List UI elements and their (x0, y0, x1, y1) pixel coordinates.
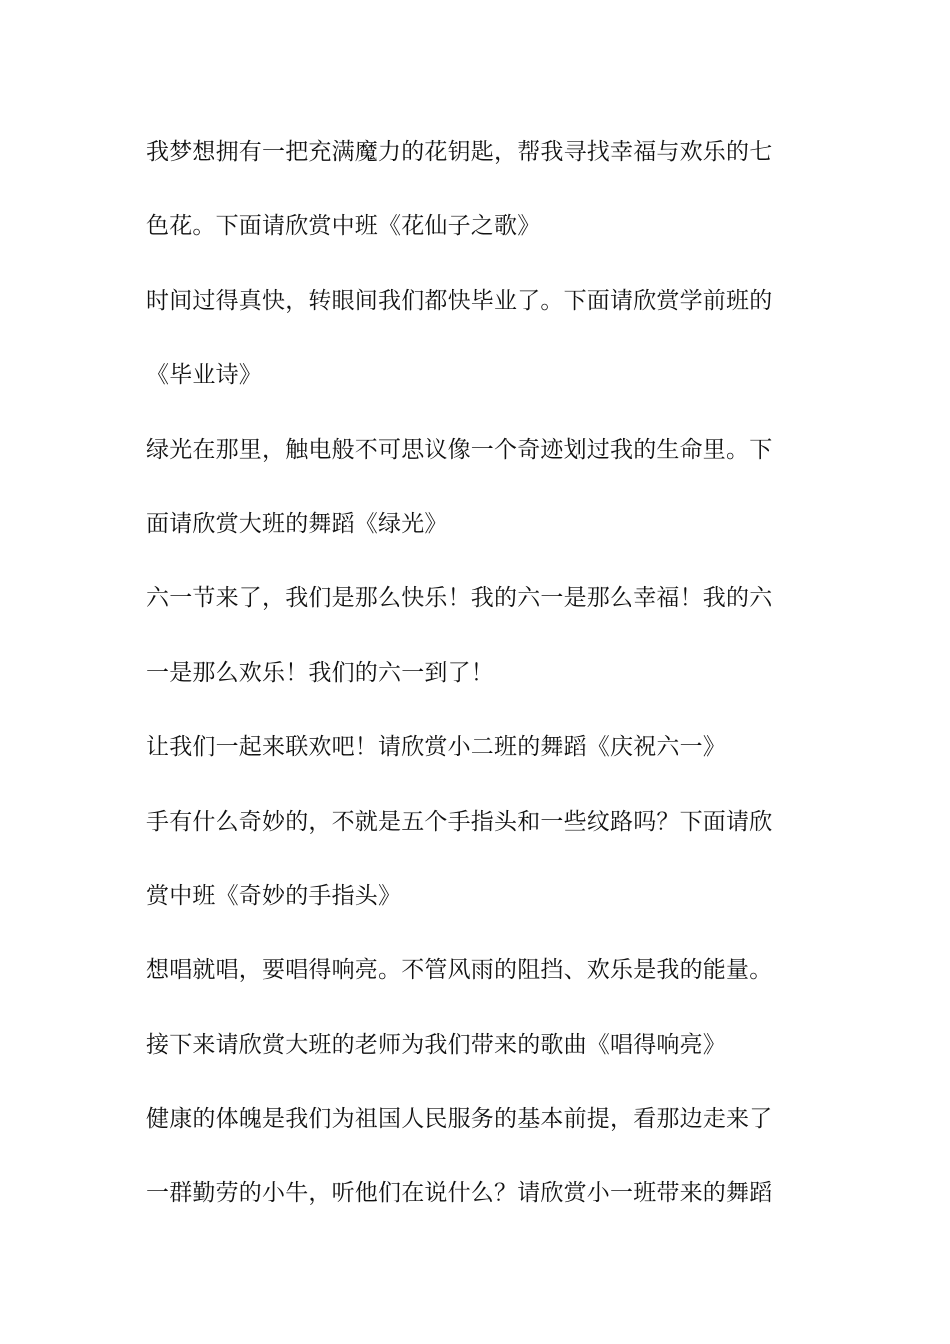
text-line-2: 色花。下面请欣赏中班《花仙子之歌》 (146, 213, 541, 240)
text-line-9: 让我们一起来联欢吧！请欣赏小二班的舞蹈《庆祝六一》 (146, 734, 726, 761)
text-line-1: 我梦想拥有一把充满魔力的花钥匙，帮我寻找幸福与欢乐的七 (146, 139, 773, 165)
text-line-14: 健康的体魄是我们为祖国人民服务的基本前提，看那边走来了 (146, 1106, 773, 1133)
text-line-13: 接下来请欣赏大班的老师为我们带来的歌曲《唱得响亮》 (146, 1031, 726, 1058)
text-line-6: 面请欣赏大班的舞蹈《绿光》 (146, 510, 448, 537)
text-line-15: 一群勤劳的小牛，听他们在说什么？请欣赏小一班带来的舞蹈 (146, 1180, 773, 1207)
text-line-11: 赏中班《奇妙的手指头》 (146, 882, 402, 909)
text-line-5: 绿光在那里，触电般不可思议像一个奇迹划过我的生命里。下 (146, 436, 773, 463)
text-line-7: 六一节来了，我们是那么快乐！我的六一是那么幸福！我的六 (146, 585, 773, 612)
text-line-12: 想唱就唱，要唱得响亮。不管风雨的阻挡、欢乐是我的能量。 (146, 957, 773, 984)
text-line-3: 时间过得真快，转眼间我们都快毕业了。下面请欣赏学前班的 (146, 287, 773, 314)
text-line-10: 手有什么奇妙的，不就是五个手指头和一些纹路吗？下面请欣 (146, 808, 773, 835)
text-line-8: 一是那么欢乐！我们的六一到了！ (146, 659, 494, 686)
text-line-4: 《毕业诗》 (146, 362, 262, 389)
document-body (146, 128, 818, 1244)
